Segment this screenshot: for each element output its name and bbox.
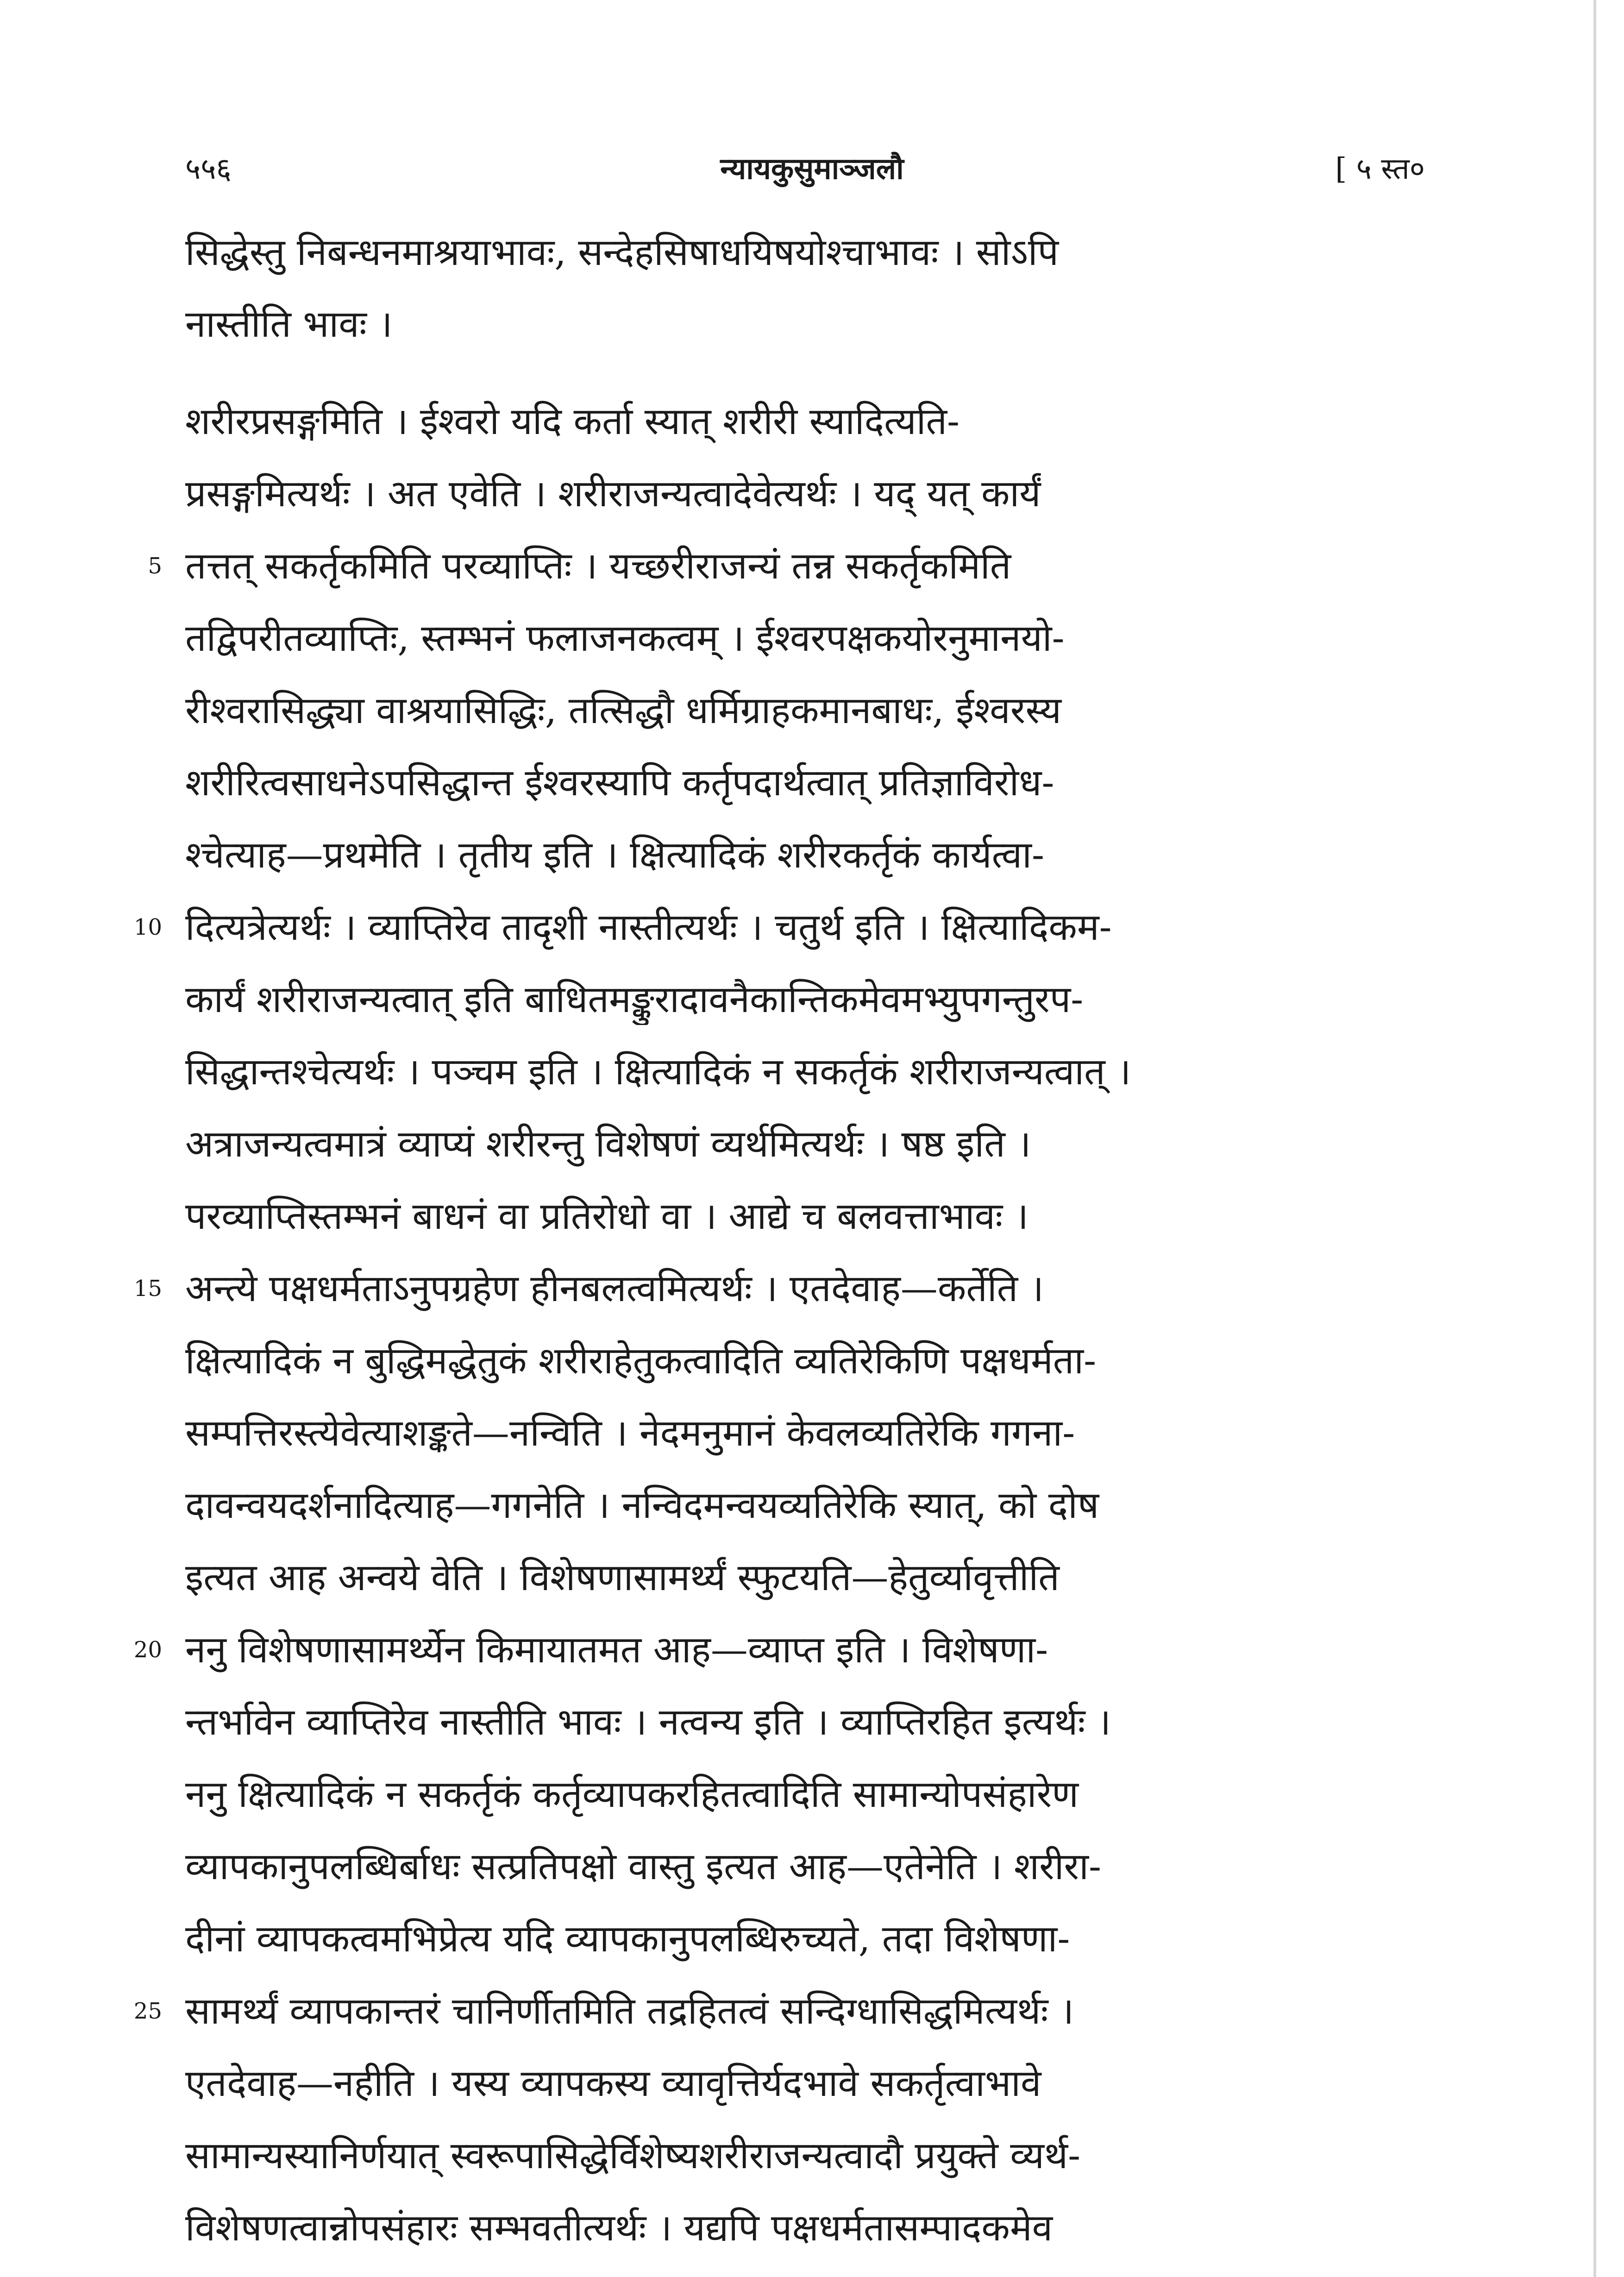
text-line: तत्तत् सकर्तृकमिति परव्याप्तिः । यच्छरीराजन्यं तन्न सकर्तृकमिति bbox=[185, 544, 1011, 587]
text-line: सिद्धान्तश्चेत्यर्थः । पञ्चम इति । क्षित्यादिकं न सकर्तृकं शरीराजन्यत्वात् । bbox=[185, 1050, 1131, 1093]
line-number: 5 bbox=[148, 553, 162, 579]
text-line: श्चेत्याह—प्रथमेति । तृतीय इति । क्षित्यादिकं शरीरकर्तृकं कार्यत्वा- bbox=[185, 833, 1045, 876]
line-number: 10 bbox=[133, 914, 162, 940]
text-line: प्रसङ्गमित्यर्थः । अत एवेति । शरीराजन्यत्वादेवेत्यर्थः । यद् यत् कार्यं bbox=[185, 472, 1041, 515]
text-line: दित्यत्रेत्यर्थः । व्याप्तिरेव तादृशी नास्तीत्यर्थः । चतुर्थ इति । क्षित्यादिकम- bbox=[185, 906, 1112, 949]
text-line: ननु क्षित्यादिकं न सकर्तृकं कर्तृव्यापकरहितत्वादिति सामान्योपसंहारेण bbox=[185, 1773, 1079, 1816]
line-number: 25 bbox=[133, 1998, 162, 2024]
text-line: शरीरप्रसङ्गमिति । ईश्वरो यदि कर्ता स्यात् शरीरी स्यादित्यति- bbox=[185, 400, 960, 443]
page-number: ५५६ bbox=[185, 152, 232, 186]
page-edge-rule bbox=[1593, 0, 1596, 2277]
text-line: क्षित्यादिकं न बुद्धिमद्धेतुकं शरीराहेतुकत्वादिति व्यतिरेकिणि पक्षधर्मता- bbox=[185, 1339, 1097, 1382]
page-header bbox=[0, 147, 1624, 198]
text-line: व्यापकानुपलब्धिर्बाधः सत्प्रतिपक्षो वास्तु इत्यत आह—एतेनेति । शरीरा- bbox=[185, 1845, 1102, 1888]
text-line: कार्यं शरीराजन्यत्वात् इति बाधितमङ्कुरादावनैकान्तिकमेवमभ्युपगन्तुरप- bbox=[185, 978, 1084, 1021]
book-title: न्यायकुसुमाञ्जलौ bbox=[720, 151, 904, 186]
text-line: रीश्वरासिद्ध्या वाश्रयासिद्धिः, तत्सिद्धौ धर्मिग्राहकमानबाधः, ईश्वरस्य bbox=[185, 689, 1062, 732]
text-line: सामर्थ्यं व्यापकान्तरं चानिर्णीतमिति तद्रहितत्वं सन्दिग्धासिद्धमित्यर्थः । bbox=[185, 1989, 1074, 2032]
text-line: दावन्वयदर्शनादित्याह—गगनेति । नन्विदमन्वयव्यतिरेकि स्यात्, को दोष bbox=[185, 1484, 1099, 1527]
text-line: विशेषणत्वान्नोपसंहारः सम्भवतीत्यर्थः । यद्यपि पक्षधर्मतासम्पादकमेव bbox=[185, 2206, 1053, 2249]
text-line: अत्राजन्यत्वमात्रं व्याप्यं शरीरन्तु विशेषणं व्यर्थमित्यर्थः । षष्ठ इति । bbox=[185, 1122, 1031, 1165]
text-line: एतदेवाह—नहीति । यस्य व्यापकस्य व्यावृत्तिर्यदभावे सकर्तृत्वाभावे bbox=[185, 2062, 1041, 2105]
text-line: ननु विशेषणासामर्थ्येन किमायातमत आह—व्याप्त इति । विशेषणा- bbox=[185, 1628, 1048, 1671]
text-line: सम्पत्तिरस्त्येवेत्याशङ्कते—नन्विति । नेदमनुमानं केवलव्यतिरेकि गगना- bbox=[185, 1411, 1075, 1454]
text-line: अन्त्ये पक्षधर्मताऽनुपग्रहेण हीनबलत्वमित्यर्थः । एतदेवाह—कर्तेति । bbox=[185, 1267, 1044, 1310]
text-line: न्तर्भावेन व्याप्तिरेव नास्तीति भावः । नत्वन्य इति । व्याप्तिरहित इत्यर्थः । bbox=[185, 1700, 1111, 1743]
line-number: 20 bbox=[133, 1637, 162, 1663]
intro-line: सिद्धेस्तु निबन्धनमाश्रयाभावः, सन्देहसिषाधयिषयोश्चाभावः । सोऽपि bbox=[185, 231, 1059, 274]
text-line: तद्विपरीतव्याप्तिः, स्तम्भनं फलाजनकत्वम् । ईश्वरपक्षकयोरनुमानयो- bbox=[185, 616, 1065, 660]
text-line: इत्यत आह अन्वये वेति । विशेषणासामर्थ्यं स्फुटयति—हेतुर्व्यावृत्तीति bbox=[185, 1556, 1060, 1599]
intro-line: नास्तीति भावः । bbox=[185, 302, 393, 346]
text-line: सामान्यस्यानिर्णयात् स्वरूपासिद्धेर्विशेष्यशरीराजन्यत्वादौ प्रयुक्ते व्यर्थ- bbox=[185, 2134, 1081, 2177]
text-line: दीनां व्यापकत्वमभिप्रेत्य यदि व्यापकानुपलब्धिरुच्यते, तदा विशेषणा- bbox=[185, 1917, 1070, 1960]
line-number: 15 bbox=[133, 1276, 162, 1302]
text-line: शरीरित्वसाधनेऽपसिद्धान्त ईश्वरस्यापि कर्तृपदार्थत्वात् प्रतिज्ञाविरोध- bbox=[185, 761, 1054, 804]
text-line: परव्याप्तिस्तम्भनं बाधनं वा प्रतिरोधो वा । आद्ये च बलवत्ताभावः । bbox=[185, 1195, 1029, 1238]
section-reference: [ ५ स्त० bbox=[1335, 152, 1425, 186]
